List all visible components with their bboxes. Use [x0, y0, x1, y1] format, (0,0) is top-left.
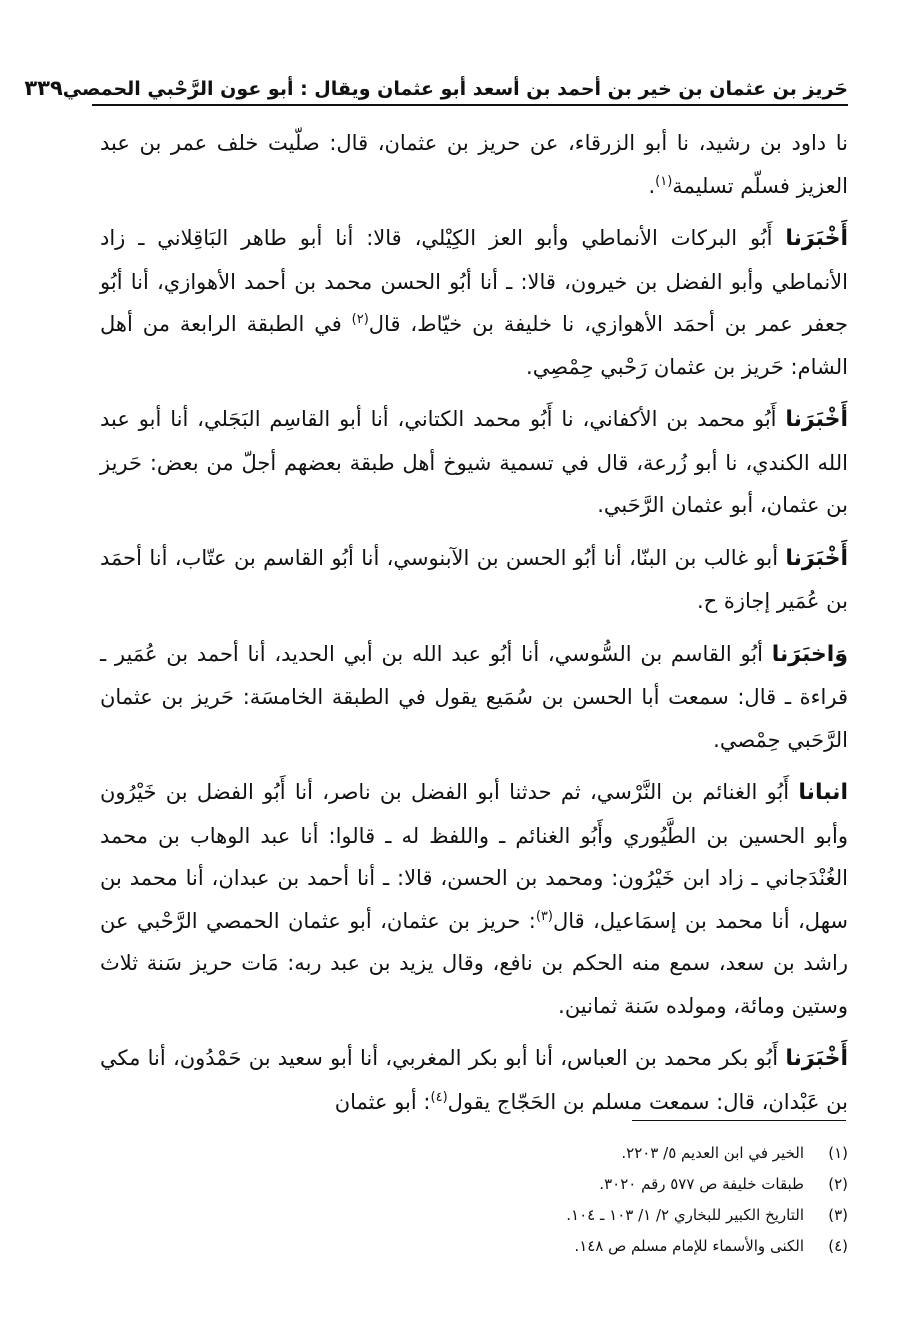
- isnad-lead: أَخْبَرَنا: [785, 407, 848, 432]
- footnote-number: (٣): [828, 1206, 848, 1224]
- paragraph: انبانا أَبُو الغنائم بن النَّرْسي، ثم حدثنا أبو الفضل بن ناصر، أنا أَبُو الفضل بن خَيْرُون وأبو الحسين بن الطَّيُوري وأَبُو الغنائم ـ واللفظ له ـ قالوا: أنا عبد الوهاب بن محمد الغُنْدَجاني ـ زاد ابن خَيْرُون: ومحمد بن الحسن، قالا: ـ أنا أحمد بن عبدان، أنا محمد بن سهل، أنا محمد بن إسمَاعيل، قال$^{(٣)}$: حريز بن عثمان، أبو عثمان الحمصي الرَّحْبي عن راشد بن سعد، سمع منه الحكم بن نافع، وقال يزيد بن عبد ربه: مَات حريز سَنة ثلاث وستين ومائة، ومولده سَنة ثمانين.: [100, 780, 848, 1018]
- footnote-number: (٤): [828, 1237, 848, 1255]
- footnote-ref: (٤): [430, 1089, 448, 1105]
- isnad-lead: أَخْبَرَنا: [785, 1046, 848, 1071]
- isnad-lead: أَخْبَرَنا: [785, 545, 848, 571]
- footnote-text: طبقات خليفة ص ٥٧٧ رقم ٣٠٢٠.: [599, 1175, 804, 1193]
- footnote-ref: (٢): [351, 312, 369, 327]
- page-number: ٣٣٩: [24, 76, 63, 100]
- paragraph: أَخْبَرَنا أَبُو بكر محمد بن العباس، أنا أبو بكر المغربي، أنا أبو سعيد بن حَمْدُون، أنا مكي بن عَبْدان، قال: سمعت مسلم بن الحَجّاج يقول$^{(٤)}$: أبو عثمان: [100, 1046, 848, 1114]
- footnote: [200, 1169, 848, 1200]
- footnote-number: (١): [828, 1144, 848, 1162]
- footnote-number: (٢): [828, 1175, 848, 1193]
- footnote: [200, 1231, 848, 1262]
- footnote-ref: (٣): [535, 908, 553, 924]
- isnad-lead: وَاخبَرَنا: [771, 641, 848, 667]
- paragraph: أَخْبَرَنا أَبُو محمد بن الأكفاني، نا أَبُو محمد الكتاني، أنا أبو القاسِم البَجَلي، أنا أبو عبد الله الكندي، نا أبو زُرعة، قال في تسمية شيوخ أهل طبقة بعضهم أجلّ من بعض: حَريز بن عثمان، أبو عثمان الرَّحَبي.: [100, 407, 848, 517]
- main-text: [100, 122, 848, 1133]
- footnote-text: التاريخ الكبير للبخاري ٢/ ١/ ١٠٣ ـ ١٠٤.: [566, 1206, 804, 1224]
- header-rule: [92, 104, 848, 106]
- paragraph: أَخْبَرَنا أبو غالب بن البنّا، أنا أبُو الحسن بن الآبنوسي، أنا أبُو القاسم بن عتّاب، أنا أحمَد بن عُمَير إجازة ح.: [100, 545, 848, 613]
- footnote-ref: (١): [655, 173, 673, 189]
- running-title: حَريز بن عثمان بن خير بن أحمد بن أسعد أبو عثمان ويقال : أبو عون الرَّحْبي الحمصي: [62, 78, 848, 100]
- footnote-text: الكنى والأسماء للإمام مسلم ص ١٤٨.: [574, 1237, 804, 1255]
- footnote-rule: [632, 1120, 846, 1121]
- footnote-text: الخير في ابن العديم ٥/ ٢٢٠٣.: [621, 1144, 804, 1162]
- footnote: [200, 1200, 848, 1231]
- paragraph: نا داود بن رشيد، نا أبو الزرقاء، عن حريز بن عثمان، قال: صلّيت خلف عمر بن عبد العزيز فسلّم تسليمة$^{(١)}$.: [100, 131, 848, 198]
- isnad-lead: أَخْبَرَنا: [785, 226, 848, 251]
- isnad-lead: انبانا: [798, 780, 848, 805]
- paragraph: وَاخبَرَنا أبُو القاسم بن السُّوسي، أنا أبُو عبد الله بن أبي الحديد، أنا أحمد بن عُمَير ـ قراءة ـ قال: سمعت أبا الحسن بن سُمَيع يقول في الطبقة الخامسَة: حَريز بن عثمان الرَّحَبي حِمْصي.: [100, 641, 848, 752]
- page-header: [24, 60, 848, 100]
- footnote: [200, 1138, 848, 1169]
- footnotes: [200, 1138, 848, 1262]
- paragraph: أَخْبَرَنا أَبُو البركات الأنماطي وأبو العز الكِيْلي، قالا: أنا أبو طاهر البَاقِلاني ـ زاد الأنماطي وأبو الفضل بن خيرون، قالا: ـ أنا أبُو الحسن محمد بن أحمد الأهوازي، أنا أبُو جعفر عمر بن أحمَد الأهوازي، نا خليفة بن خيّاط، قال$^{(٢)}$ في الطبقة الرابعة من أهل الشام: حَريز بن عثمان رَحْبي حِمْصِي.: [100, 226, 848, 379]
